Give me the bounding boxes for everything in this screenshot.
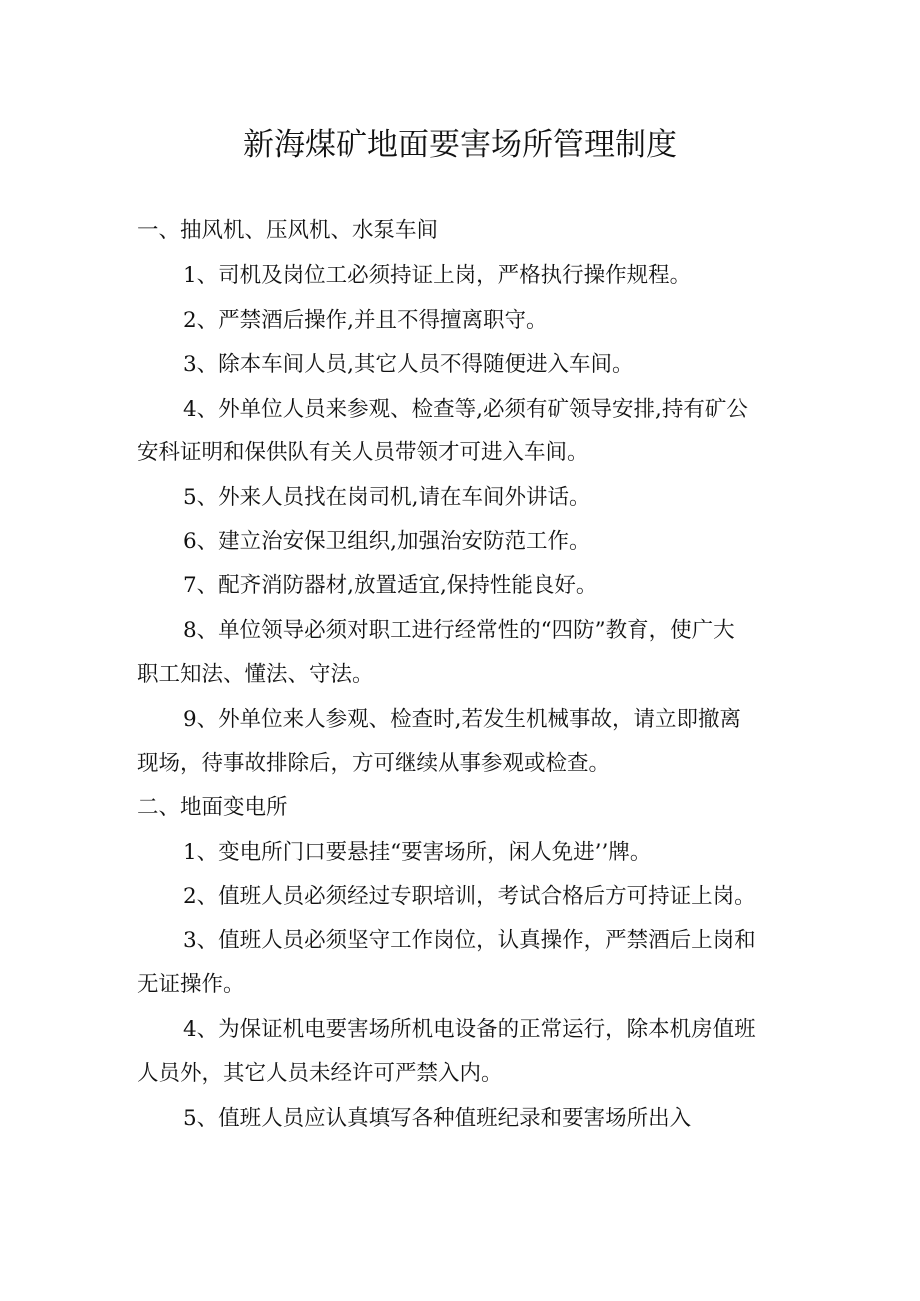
section-heading: 二、地面变电所 bbox=[137, 795, 288, 820]
document-title: 新海煤矿地面要害场所管理制度 bbox=[243, 127, 677, 163]
list-item-continuation: 现场，待事故排除后，方可继续从事参观或检查。 bbox=[137, 751, 611, 776]
list-item: 3、值班人员必须坚守工作岗位，认真操作，严禁酒后上岗和 bbox=[183, 928, 756, 953]
list-item: 5、外来人员找在岗司机,请在车间外讲话。 bbox=[183, 485, 591, 510]
list-item-continuation: 无证操作。 bbox=[137, 972, 245, 997]
list-item: 2、严禁酒后操作,并且不得擅离职守。 bbox=[183, 308, 548, 333]
list-item: 8、单位领导必须对职工进行经常性的“四防”教育，使广大 bbox=[183, 618, 735, 643]
list-item: 7、配齐消防器材,放置适宜,保持性能良好。 bbox=[183, 573, 598, 598]
list-item-continuation: 职工知法、懂法、守法。 bbox=[137, 662, 374, 687]
list-item: 4、外单位人员来参观、检查等,必须有矿领导安排,持有矿公 bbox=[183, 397, 748, 422]
list-item-continuation: 人员外，其它人员未经许可严禁入内。 bbox=[137, 1061, 503, 1086]
list-item-continuation: 安科证明和保供队有关人员带领才可进入车间。 bbox=[137, 440, 589, 465]
list-item: 1、司机及岗位工必须持证上岗，严格执行操作规程。 bbox=[183, 263, 692, 288]
list-item: 1、变电所门口要悬挂“要害场所，闲人免进’’牌。 bbox=[183, 840, 652, 865]
list-item: 3、除本车间人员,其它人员不得随便进入车间。 bbox=[183, 352, 634, 377]
section-heading: 一、抽风机、压风机、水泵车间 bbox=[137, 218, 439, 243]
list-item: 4、为保证机电要害场所机电设备的正常运行，除本机房值班 bbox=[183, 1017, 756, 1042]
list-item: 2、值班人员必须经过专职培训，考试合格后方可持证上岗。 bbox=[183, 884, 756, 909]
list-item: 9、外单位来人参观、检查时,若发生机械事故，请立即撤离 bbox=[183, 707, 742, 732]
list-item: 6、建立治安保卫组织,加强治安防范工作。 bbox=[183, 529, 591, 554]
list-item: 5、值班人员应认真填写各种值班纪录和要害场所出入 bbox=[183, 1106, 692, 1131]
